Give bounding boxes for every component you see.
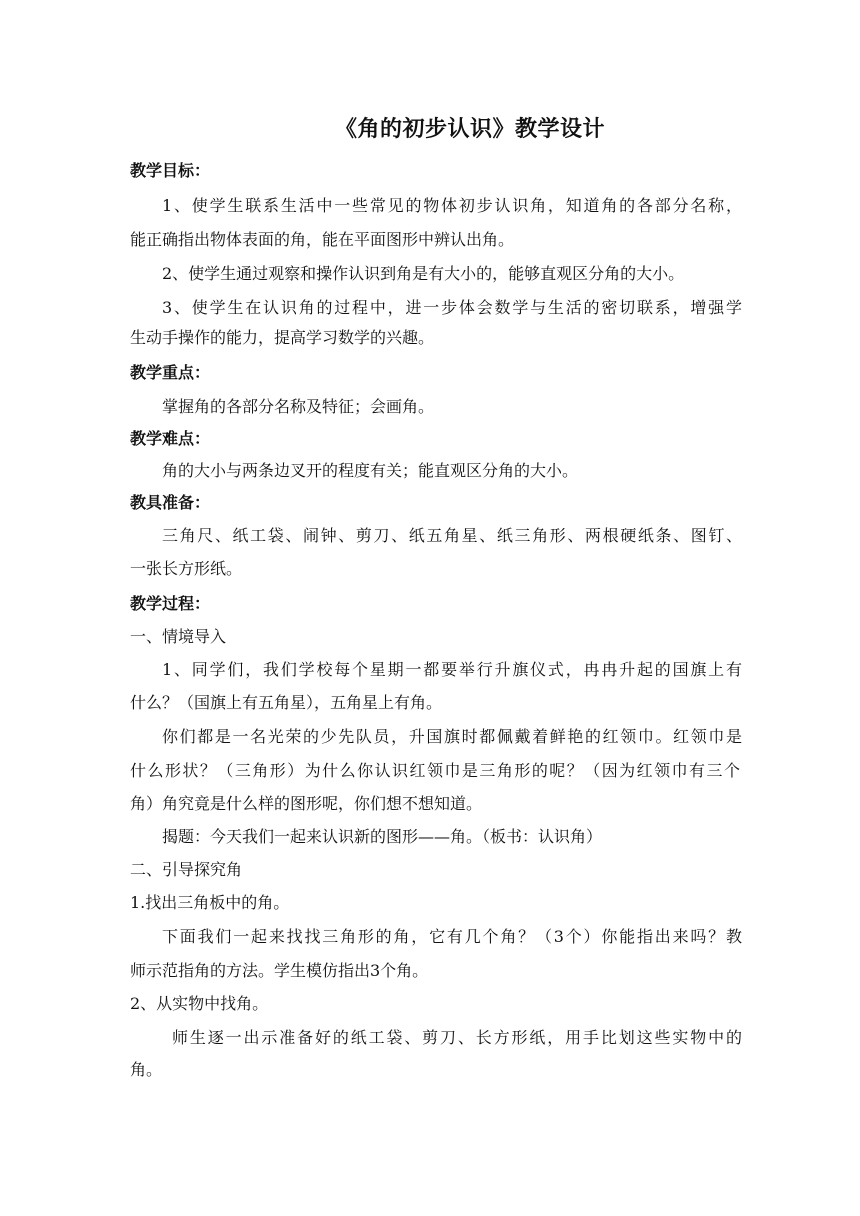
paragraph-line: 师示范指角的方法。学生模仿指出3个角。 xyxy=(130,961,429,980)
heading-process: 教学过程： xyxy=(130,594,211,613)
paragraph-line: 什么？（国旗上有五角星），五角星上有角。 xyxy=(130,693,443,712)
heading-materials: 教具准备： xyxy=(130,493,211,512)
paragraph-line: 什么形状？（三角形）为什么你认识红领巾是三角形的呢？（因为红领巾有三个 xyxy=(130,761,740,780)
paragraph-line: 3、使学生在认识角的过程中，进一步体会数学与生活的密切联系，增强学 xyxy=(162,298,742,317)
heading-difficulties: 教学难点： xyxy=(130,429,211,448)
heading-teaching-goals: 教学目标： xyxy=(130,161,211,180)
section-heading: 一、情境导入 xyxy=(130,627,227,646)
paragraph-line: 下面我们一起来找找三角形的角，它有几个角？（3个）你能指出来吗？教 xyxy=(162,927,742,946)
paragraph-line: 三角尺、纸工袋、闹钟、剪刀、纸五角星、纸三角形、两根硬纸条、图钉、 xyxy=(162,526,742,545)
paragraph-line: 1、同学们，我们学校每个星期一都要举行升旗仪式，冉冉升起的国旗上有 xyxy=(162,660,742,679)
paragraph-line: 1、使学生联系生活中一些常见的物体初步认识角，知道角的各部分名称， xyxy=(162,196,742,215)
paragraph-line: 生动手操作的能力，提高学习数学的兴趣。 xyxy=(130,328,435,347)
paragraph-line: 一张长方形纸。 xyxy=(130,559,243,578)
paragraph-line: 角）角究竟是什么样的图形呢，你们想不想知道。 xyxy=(130,794,483,813)
subsection-heading: 1.找出三角板中的角。 xyxy=(130,893,290,912)
paragraph-line: 角的大小与两条边叉开的程度有关；能直观区分角的大小。 xyxy=(162,461,579,480)
section-heading: 二、引导探究角 xyxy=(130,860,243,879)
heading-key-points: 教学重点： xyxy=(130,363,211,382)
paragraph-line: 师生逐一出示准备好的纸工袋、剪刀、长方形纸，用手比划这些实物中的 xyxy=(172,1028,742,1047)
paragraph-line: 角。 xyxy=(130,1060,163,1079)
document-title: 《角的初步认识》教学设计 xyxy=(334,117,605,142)
paragraph-line: 揭题：今天我们一起来认识新的图形——角。（板书：认识角） xyxy=(162,827,603,846)
paragraph-line: 掌握角的各部分名称及特征；会画角。 xyxy=(162,397,435,416)
subsection-heading: 2、从实物中找角。 xyxy=(130,994,269,1013)
paragraph-line: 能正确指出物体表面的角，能在平面图形中辨认出角。 xyxy=(130,230,515,249)
paragraph-line: 2、使学生通过观察和操作认识到角是有大小的，能够直观区分角的大小。 xyxy=(162,264,685,283)
paragraph-line: 你们都是一名光荣的少先队员，升国旗时都佩戴着鲜艳的红领巾。红领巾是 xyxy=(162,727,742,746)
